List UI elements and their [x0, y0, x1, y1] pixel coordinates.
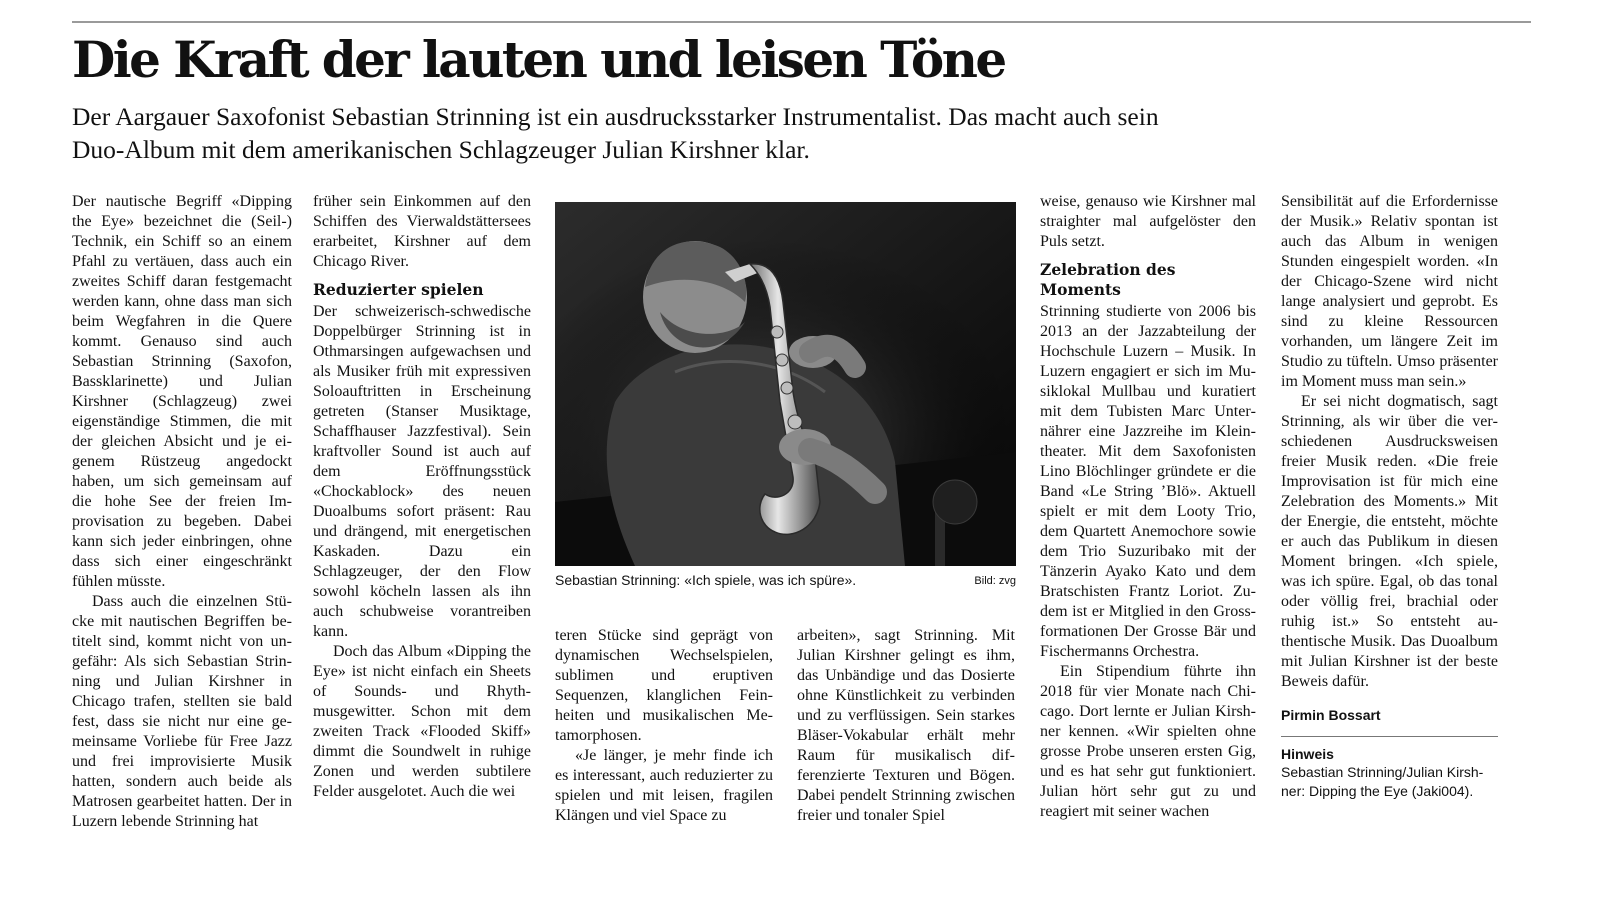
headline: Die Kraft der lauten und leisen Töne [72, 30, 1005, 89]
photo-credit: Bild: zvg [974, 575, 1016, 587]
column-6 [1281, 192, 1498, 801]
lead-paragraph: Der Aargauer Saxofonist Sebastian Strinning ist ein ausdrucksstarker Instrumentalist. Das macht auch sein Duo-Album mit dem amerikanischen Schlagzeuger Julian Kirshner klar. [72, 102, 1159, 164]
paragraph: Der schweizerisch-schwedische Doppelbürger Strinning ist in Othmarsingen aufgewachsen und als Musiker früh mit expressiven Soloauftritten in Erscheinung getreten (Stanser Musiktage, Schaffhauser Jazzfestival). Sein kraftvoller Sound ist auch auf dem Eröffnungsstück «Chockablock» des neuen Duoalbums sofort präsent: Rau und drängend, mit energetischen Kaskaden. Dazu ein Schlagzeuger, der den Flow sowohl köcheln lassen als ihn auch schubweise vorantreiben kann. [313, 303, 531, 640]
column-2 [313, 192, 531, 802]
subheading-zelebration: Zelebration des Moments [1040, 260, 1176, 299]
hinweis-label: Hinweis [1281, 746, 1334, 762]
paragraph: weise, genauso wie Kirshner mal straighter mal aufgelöster den Puls setzt. [1040, 193, 1256, 250]
paragraph: früher sein Einkommen auf den Schiffen des Vierwaldstättersees erarbeitet, Kirshner auf dem Chicago River. [313, 193, 531, 270]
photo-illustration [555, 202, 1016, 566]
column-3 [555, 626, 773, 826]
paragraph: teren Stücke sind geprägt von dynamischen Wechselspielen, sublimen und eruptiven Sequenzen, klanglichen Feinheiten und musikalischen Metamorphosen. [555, 627, 773, 744]
photo-caption [555, 571, 1016, 591]
author-byline: Pirmin Bossart [1281, 707, 1381, 723]
paragraph: Sensibilität auf die Erfordernisse der Musik.» Relativ spontan ist auch das Album in wenigen Stunden eingespielt worden. «In der Chicago-Szene wird nicht lange analysiert und geprobt. Es sind zu kleine Ressourcen vorhanden, um längere Zeit im Studio zu tüfteln. Umso präsenter im Moment muss man sein.» [1281, 193, 1498, 390]
hinweis-text: Sebastian Strinning/Julian Kirshner: Dipping the Eye (Jaki004). [1281, 764, 1484, 799]
paragraph: Der nautische Begriff «Dipping the Eye» bezeichnet die (Seil-) Technik, ein Schiff so an einem Pfahl zu vertäuen, dass auch ein zweites Schiff daran festgemacht werden kann, ohne dass man sich beim Wegfahren in die Quere kommt. Genauso sind auch Sebastian Strinning (Saxofon, Bassklarinette) und Julian Kirshner (Schlagzeug) zwei eigenständige Stimmen, die mit der gleichen Absicht und je eigenem Rüstzeug angedockt haben, um sich gemeinsam auf die hohe See der freien Improvisation zu begeben. Dabei kann sich jeder einbringen, ohne dass sich einer eingeschränkt fühlen müsste. [72, 193, 292, 590]
paragraph: Ein Stipendium führte ihn 2018 für vier Monate nach Chicago. Dort lernte er Julian Kirshner kennen. «Wir spielten ohne grosse Probe unseren ersten Gig, und es hat sehr gut funktioniert. Julian hört sehr gut zu und reagiert mit seiner wachen [1040, 663, 1256, 820]
top-rule [72, 21, 1531, 23]
caption-text: Sebastian Strinning: «Ich spiele, was ich spüre». [555, 572, 857, 588]
subheading-reduzierter-spielen: Reduzierter spielen [313, 280, 484, 299]
paragraph: Er sei nicht dogmatisch, sagt Strinning, als wir über die verschiedenen Ausdrucksweisen freier Musik reden. «Die freie Improvisation ist für mich eine Zelebration des Moments.» Mit der Energie, die entsteht, möchte er auch das Publikum in diesen Moment bringen. «Ich spiele, was ich spüre. Egal, ob das tonal oder völlig frei, brachial oder ruhig ist.» So entsteht authentische Musik. Das Duoalbum mit Julian Kirshner ist der beste Beweis dafür. [1281, 393, 1498, 690]
paragraph: Doch das Album «Dipping the Eye» ist nicht einfach ein Sheets of Sounds- und Rhythmusgewitter. Schon mit dem zweiten Track «Flooded Skiff» dimmt die Soundwelt in ruhige Zonen und werden subtilere Felder ausgelotet. Auch die wei [313, 643, 531, 800]
info-divider [1281, 736, 1498, 737]
column-5 [1040, 192, 1256, 822]
paragraph: Strinning studierte von 2006 bis 2013 an der Jazzabteilung der Hochschule Luzern – Musik. In Luzern engagiert er sich im Musiklokal Mullbau und kuratiert mit dem Tubisten Marc Unternährer eine Jazzreihe im Kleintheater. Mit dem Saxofonisten Lino Blöchlinger gründete er die Band «Le String ’Blö». Aktuell spielt er mit dem Looty Trio, dem Quartett Anemochore sowie dem Trio Suzuribako mit der Tänzerin Ayako Kato und dem Bratschisten Frantz Loriot. Zudem ist er Mitglied in den Grossformationen Der Grosse Bär und Fischermanns Orchestra. [1040, 303, 1256, 660]
saxophonist-photo [555, 202, 1016, 566]
paragraph: arbeiten», sagt Strinning. Mit Julian Kirshner gelingt es ihm, das Unbändige und das Dosierte ohne Künstlichkeit zu verbinden und zu verflüssigen. Sein starkes Bläser-Vokabular erhält mehr Raum für musikalisch differenzierte Texturen und Bögen. Dabei pendelt Strinning zwischen freier und tonaler Spiel [797, 627, 1015, 824]
column-1 [72, 192, 292, 832]
column-4 [797, 626, 1015, 826]
paragraph: Dass auch die einzelnen Stücke mit nautischen Begriffen betitelt sind, kommt nicht von ungefähr: Als sich Sebastian Strinning und Julian Kirshner in Chicago trafen, stellten sie bald fest, dass sie nicht nur eine gemeinsame Vorliebe für Free Jazz und frei improvisierte Musik hatten, sondern auch beide als Matrosen gearbeitet hatten. Der in Luzern lebende Strinning hat [72, 593, 292, 830]
paragraph: «Je länger, je mehr finde ich es interessant, auch reduzierter zu spielen und mit leisen, fragilen Klängen und viel Space zu [555, 747, 773, 824]
